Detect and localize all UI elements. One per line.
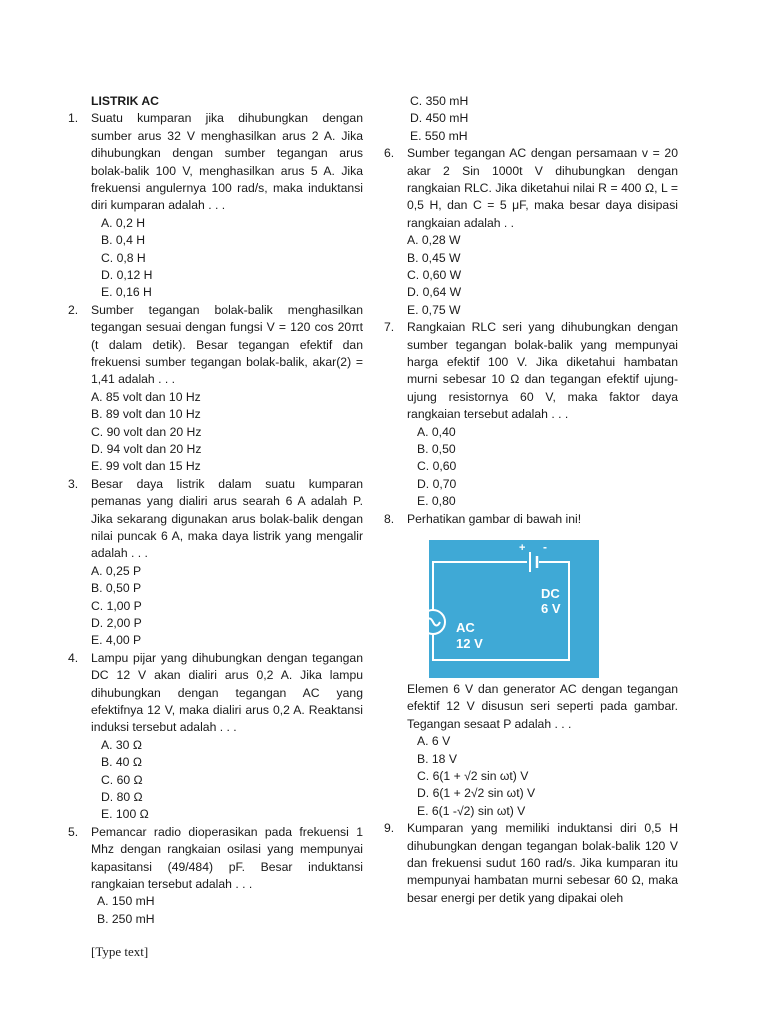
option-d: D. 0,70 bbox=[417, 476, 457, 491]
option-a: A. 0,40 bbox=[417, 424, 456, 439]
question-text: Perhatikan gambar di bawah ini! bbox=[407, 511, 582, 526]
ac-source-circle bbox=[429, 610, 445, 634]
question-text: Suatu kumparan jika dihubungkan dengan sumber arus 32 V menghasilkan arus 2 A. Jika dihubungkan dengan sumber tegangan arus bolak-balik 100 V, menghasilkan arus 5 A. Jika frekuensi angulernya 100 rad/s, maka induktansi diri kumparan adalah . . . bbox=[91, 111, 363, 213]
option-a: A. 0,28 W bbox=[407, 233, 461, 248]
option-d: D. 6(1 + 2√2 sin ωt) V bbox=[417, 786, 536, 801]
battery-plus-sign: + bbox=[519, 541, 526, 554]
dc-label: DC bbox=[541, 585, 560, 601]
question-8 bbox=[384, 511, 678, 821]
option-a: A. 85 volt dan 10 Hz bbox=[91, 389, 201, 404]
left-question-list bbox=[68, 110, 363, 928]
question-6 bbox=[384, 145, 678, 319]
option-b: B. 18 V bbox=[417, 751, 457, 766]
option-e: E. 0,80 bbox=[417, 494, 456, 509]
option-e: E. 0,75 W bbox=[407, 302, 461, 317]
question-text: Kumparan yang memiliki induktansi diri 0,5 H dihubungkan dengan tegangan bolak-balik 120 V dan frekuensi sudut 160 rad/s. Jika kumparan itu mempunyai hambatan murni sebesar 60 Ω, maka besar energi per detik yang dipakai oleh bbox=[407, 821, 678, 905]
question-number: 4. bbox=[68, 650, 79, 665]
option-e: E. 100 Ω bbox=[101, 807, 149, 822]
option-e: E. 99 volt dan 15 Hz bbox=[91, 459, 201, 474]
question-3 bbox=[68, 476, 363, 650]
option-b: B. 250 mH bbox=[97, 911, 155, 926]
question-1 bbox=[68, 110, 363, 301]
question-7 bbox=[384, 319, 678, 510]
option-d: D. 2,00 P bbox=[91, 615, 142, 630]
option-b: B. 0,45 W bbox=[407, 250, 461, 265]
option-e: E. 550 mH bbox=[410, 128, 468, 143]
question-number: 9. bbox=[384, 821, 395, 836]
option-c: C. 0,8 H bbox=[101, 250, 146, 265]
question-number: 1. bbox=[68, 111, 79, 126]
option-b: B. 89 volt dan 10 Hz bbox=[91, 407, 201, 422]
option-e: E. 4,00 P bbox=[91, 633, 142, 648]
circuit-diagram bbox=[429, 540, 599, 678]
ac-value: 12 V bbox=[456, 635, 483, 651]
question-text: Pemancar radio dioperasikan pada frekuensi 1 Mhz dengan rangkaian osilasi yang mempunyai kapasitansi (49/484) pF. Besar induktansi rangkaian tersebut adalah . . . bbox=[91, 824, 363, 891]
question-2 bbox=[68, 302, 363, 476]
question-number: 3. bbox=[68, 476, 79, 491]
question-5 bbox=[68, 824, 363, 928]
option-d: D. 0,12 H bbox=[101, 268, 153, 282]
question-number: 6. bbox=[384, 146, 395, 161]
option-c: C. 90 volt dan 20 Hz bbox=[91, 424, 202, 439]
battery-minus-sign: - bbox=[543, 539, 547, 554]
option-a: A. 6 V bbox=[417, 734, 451, 749]
question-text: Lampu pijar yang dihubungkan dengan tegangan DC 12 V akan dialiri arus 0,2 A. Jika lampu dihubungkan dengan tegangan AC yang efektifnya 12 V, maka dialiri arus 0,2 A. Reaktansi induksi tersebut adalah . . . bbox=[91, 650, 363, 735]
left-column bbox=[68, 93, 363, 928]
option-c: C. 6(1 + √2 sin ωt) V bbox=[417, 768, 529, 783]
option-b: B. 0,4 H bbox=[101, 233, 146, 248]
option-b: B. 0,50 P bbox=[91, 581, 142, 596]
question-text: Besar daya listrik dalam suatu kumparan pemanas yang dialiri arus searah 6 A adalah P. Jika sekarang digunakan arus bolak-balik dengan nilai puncak 6 A, maka daya listrik yang mengalir adalah . . . bbox=[91, 476, 363, 561]
option-e: E. 6(1 -√2) sin ωt) V bbox=[417, 803, 526, 818]
option-d: D. 450 mH bbox=[410, 111, 469, 126]
option-d: D. 80 Ω bbox=[101, 789, 143, 804]
page-footer: [Type text] bbox=[91, 944, 149, 959]
option-a: A. 0,25 P bbox=[91, 563, 142, 578]
ac-label: AC bbox=[456, 619, 475, 635]
question-text: Rangkaian RLC seri yang dihubungkan dengan sumber tegangan bolak-balik yang mempunyai harga efektif 100 V. Jika diketahui hambatan murni sebesar 10 Ω dan tegangan efektif ujung-ujung resistornya 60 V, maka faktor daya rangkaian tersebut adalah . . . bbox=[407, 320, 678, 422]
option-b: B. 40 Ω bbox=[101, 755, 142, 770]
option-d: D. 0,64 W bbox=[407, 285, 462, 300]
option-c: C. 0,60 bbox=[417, 459, 457, 474]
right-question-list bbox=[384, 145, 678, 907]
option-c: C. 60 Ω bbox=[101, 772, 143, 787]
option-a: A. 150 mH bbox=[97, 894, 155, 909]
option-c: C. 0,60 W bbox=[407, 267, 462, 282]
option-a: A. 30 Ω bbox=[101, 737, 142, 752]
option-e: E. 0,16 H bbox=[101, 285, 152, 300]
question-text: Sumber tegangan bolak-balik menghasilkan tegangan sesuai dengan fungsi V = 120 cos 20πt (t dalam detik). Besar tegangan efektif dan frekuensi sumber tegangan bolak-balik, akar(2) = 1,41 adalah . . . bbox=[91, 302, 363, 387]
option-d: D. 94 volt dan 20 Hz bbox=[91, 441, 202, 456]
question-number: 5. bbox=[68, 824, 79, 839]
option-c: C. 1,00 P bbox=[91, 598, 142, 613]
page-heading: LISTRIK AC bbox=[91, 94, 159, 108]
question-text-continued: Elemen 6 V dan generator AC dengan tegangan efektif 12 V disusun seri seperti pada gambar. Tegangan sesaat P adalah . . . bbox=[407, 681, 678, 731]
option-a: A. 0,2 H bbox=[101, 215, 146, 230]
question-number: 7. bbox=[384, 320, 395, 335]
question-number: 2. bbox=[68, 302, 79, 317]
option-c: C. 350 mH bbox=[410, 94, 469, 108]
right-column bbox=[384, 93, 678, 907]
question-text: Sumber tegangan AC dengan persamaan v = 20 akar 2 Sin 1000t V dihubungkan dengan rangkaian RLC. Jika diketahui nilai R = 400 Ω, L = 0,5 H, dan C = 5 μF, maka besar daya disipasi rangkaian adalah . . bbox=[407, 146, 678, 230]
question-9 bbox=[384, 820, 678, 907]
dc-value: 6 V bbox=[541, 600, 561, 616]
question-number: 8. bbox=[384, 511, 395, 526]
question-4 bbox=[68, 650, 363, 824]
circuit-background bbox=[429, 540, 599, 678]
option-b: B. 0,50 bbox=[417, 441, 456, 456]
question-5-continued-options bbox=[384, 93, 678, 145]
